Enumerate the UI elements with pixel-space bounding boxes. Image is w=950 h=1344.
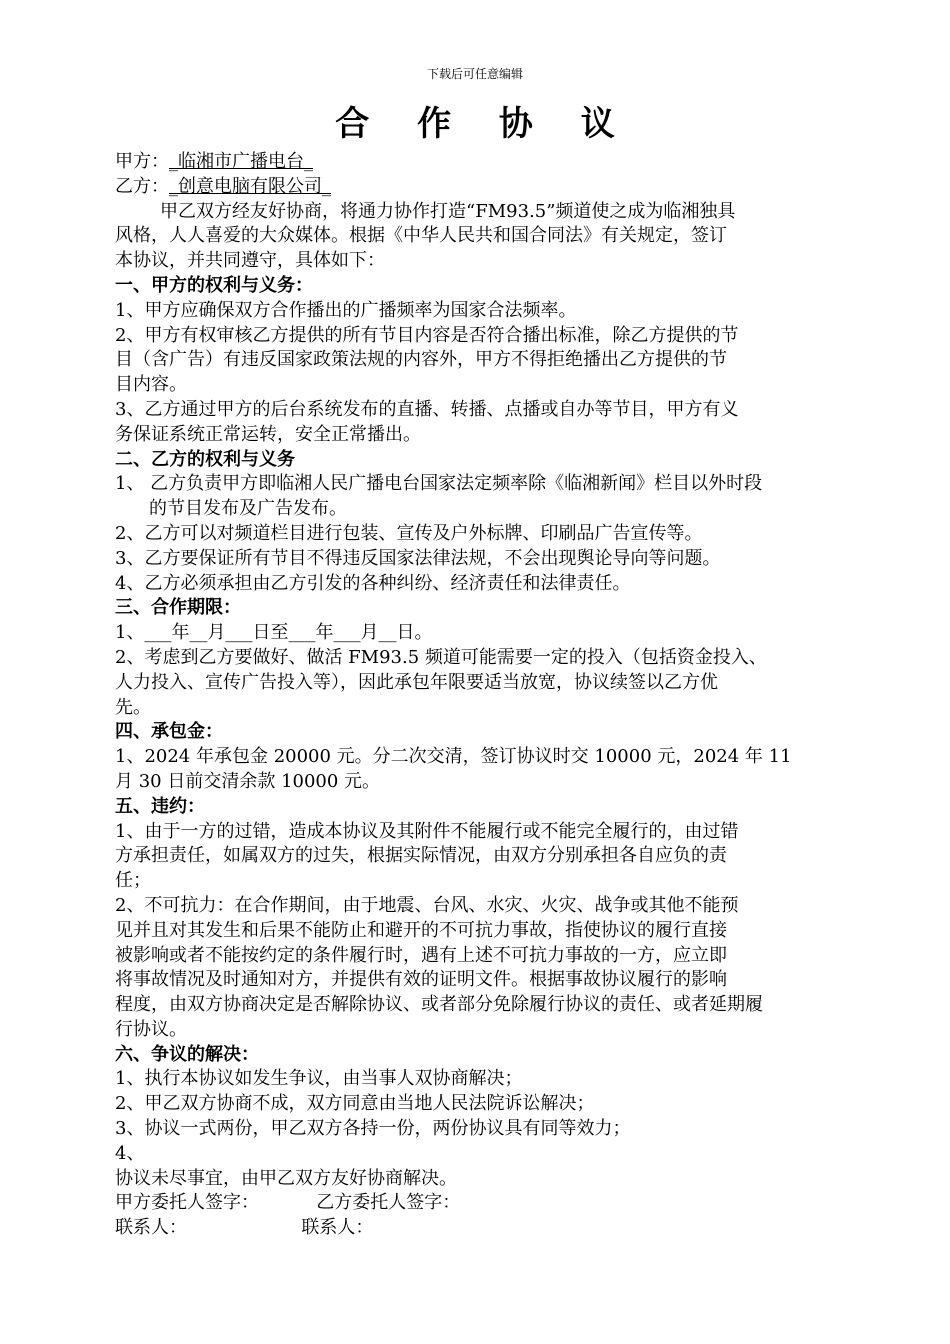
clause-line: 1、2024 年承包金 20000 元。分二次交清，签订协议时交 10000 元，2024 年 11 <box>115 746 792 768</box>
clause-line: 1、由于一方的过错，造成本协议及其附件不能履行或不能完全履行的，由过错 <box>115 820 739 842</box>
party-a-value: _临湘市广播电台_ <box>169 151 313 172</box>
clause-line: 协议未尽事宜，由甲乙双方友好协商解决。 <box>115 1167 457 1189</box>
clause-line: 人力投入、宣传广告投入等），因此承包年限要适当放宽，协议续签以乙方优 <box>115 671 718 693</box>
page-title: 合 作 协 议 <box>335 104 633 144</box>
clause-line: 1、执行本协议如发生争议，由当事人双协商解决； <box>115 1068 523 1090</box>
clause-line: 月 30 日前交清余款 10000 元。 <box>115 770 381 792</box>
clause-line: 2、甲方有权审核乙方提供的所有节目内容是否符合播出标准，除乙方提供的节 <box>115 324 739 346</box>
clause-line: 3、乙方要保证所有节目不得违反国家法律法规，不会出现舆论导向等问题。 <box>115 547 721 569</box>
clause-line: 行协议。 <box>115 1018 187 1040</box>
intro-line: 甲乙双方经友好协商，将通力协作打造“FM93.5”频道使之成为临湘独具 <box>160 200 736 222</box>
contact-line: 联系人： 联系人： <box>115 1217 374 1239</box>
clause-line: 将事故情况及时通知对方，并提供有效的证明文件。根据事故协议履行的影响 <box>115 969 727 991</box>
clause-line: 4、 <box>115 1142 145 1164</box>
section-heading: 五、违约： <box>115 795 205 817</box>
clause-line: 务保证系统正常运转，安全正常播出。 <box>115 423 421 445</box>
clause-line: 任； <box>115 870 151 892</box>
intro-line: 本协议，并共同遵守，具体如下： <box>115 250 385 272</box>
clause-line: 2、甲乙双方协商不成，双方同意由当地人民法院诉讼解决； <box>115 1093 595 1115</box>
intro-line: 风格，人人喜爱的大众媒体。根据《中华人民共和国合同法》有关规定，签订 <box>115 225 727 247</box>
clause-line: 2、考虑到乙方要做好、做活 FM93.5 频道可能需要一定的投入（包括资金投入、 <box>115 646 767 668</box>
party-b-label: 乙方： <box>115 175 169 197</box>
party-b-line <box>115 175 855 200</box>
section-heading: 二、乙方的权利与义务 <box>115 448 295 470</box>
party-b-value: _创意电脑有限公司_ <box>169 175 331 197</box>
clause-line: 1、 乙方负责甲方即临湘人民广播电台国家法定频率除《临湘新闻》栏目以外时段 <box>115 473 763 495</box>
party-a-label: 甲方： <box>115 151 169 172</box>
clause-line: 程度，由双方协商决定是否解除协议、或者部分免除履行协议的责任、或者延期履 <box>115 994 763 1016</box>
clause-line: 3、乙方通过甲方的后台系统发布的直播、转播、点播或自办等节目，甲方有义 <box>115 398 739 420</box>
clause-line: 2、不可抗力：在合作期间，由于地震、台风、水灾、火灾、战争或其他不能预 <box>115 894 739 916</box>
header-note: 下载后可任意编辑 <box>426 67 523 81</box>
clause-line: 1、___年__月___日至___年___月__日。 <box>115 622 433 644</box>
clause-line: 方承担责任，如属双方的过失，根据实际情况，由双方分别承担各自应负的责 <box>115 845 727 867</box>
clause-line: 4、乙方必须承担由乙方引发的各种纠纷、经济责任和法律责任。 <box>115 572 631 594</box>
clause-line: 见并且对其发生和后果不能防止和避开的不可抗力事故，指使协议的履行直接 <box>115 919 727 941</box>
section-heading: 四、承包金： <box>115 721 223 743</box>
clause-line: 1、甲方应确保双方合作播出的广播频率为国家合法频率。 <box>115 299 577 321</box>
party-a-line <box>115 150 855 175</box>
signature-line: 甲方委托人签字： 乙方委托人签字： <box>115 1192 461 1214</box>
clause-line: 2、乙方可以对频道栏目进行包装、宣传及户外标牌、印刷品广告宣传等。 <box>115 522 703 544</box>
clause-line: 3、协议一式两份，甲乙双方各持一份，两份协议具有同等效力； <box>115 1118 631 1140</box>
section-heading: 三、合作期限： <box>115 597 241 619</box>
clause-line: 的节目发布及广告发布。 <box>149 498 347 520</box>
clause-line: 被影响或者不能按约定的条件履行时，遇有上述不可抗力事故的一方，应立即 <box>115 944 727 966</box>
clause-line: 先。 <box>115 696 151 718</box>
clause-line: 目（含广告）有违反国家政策法规的内容外，甲方不得拒绝播出乙方提供的节 <box>115 349 727 371</box>
section-heading: 一、甲方的权利与义务： <box>115 274 313 296</box>
clause-line: 目内容。 <box>115 374 187 396</box>
document-body <box>115 150 855 1241</box>
section-heading: 六、争议的解决： <box>115 1043 259 1065</box>
